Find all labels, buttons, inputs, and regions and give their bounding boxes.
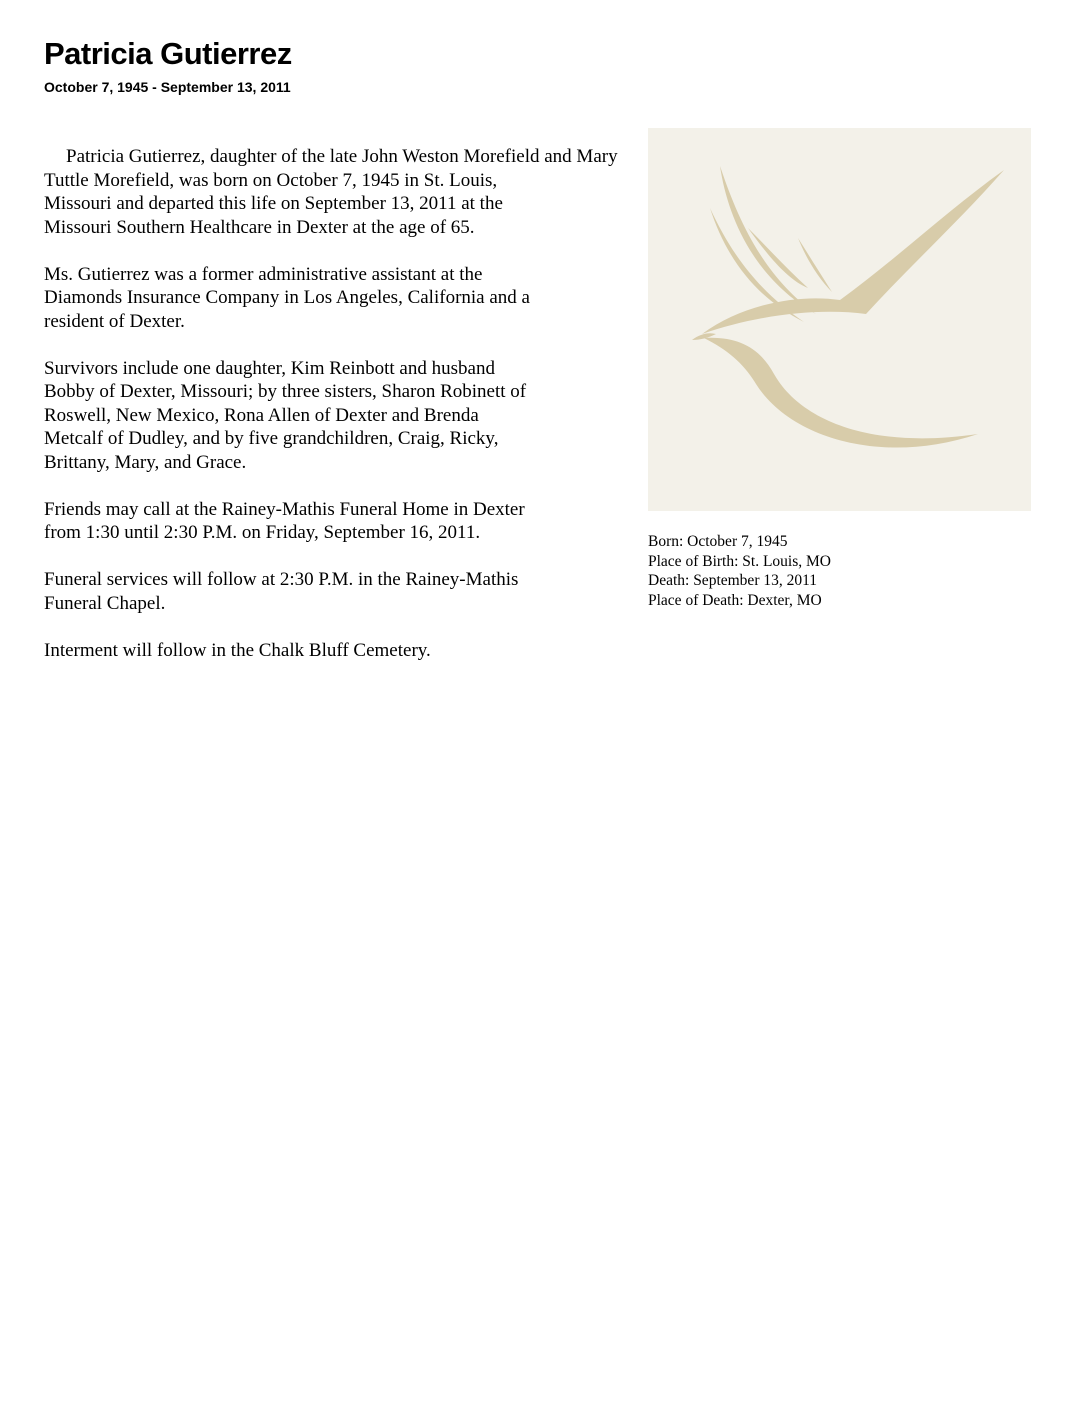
text-line: Brittany, Mary, and Grace. [44, 451, 247, 473]
deceased-name: Patricia Gutierrez [44, 36, 292, 71]
born-fact: Born: October 7, 1945 [648, 533, 788, 550]
life-dates: October 7, 1945 - September 13, 2011 [44, 79, 291, 95]
text-line: Funeral services will follow at 2:30 P.M. in the Rainey-Mathis [44, 569, 519, 590]
place-of-death-fact: Place of Death: Dexter, MO [648, 591, 822, 609]
text-line: Interment will follow in the Chalk Bluff Cemetery. [44, 639, 431, 661]
obituary-paragraph [44, 263, 604, 334]
text-line: resident of Dexter. [44, 310, 185, 332]
text-line: Survivors include one daughter, Kim Reinbott and husband [44, 357, 495, 379]
obituary-paragraph [44, 145, 694, 239]
vital-facts [648, 532, 831, 610]
place-of-birth-fact: Place of Birth: St. Louis, MO [648, 552, 831, 570]
text-line: Bobby of Dexter, Missouri; by three sisters, Sharon Robinett of [44, 381, 527, 402]
text-line: Missouri and departed this life on September 13, 2011 at the [44, 193, 503, 214]
text-line: Patricia Gutierrez, daughter of the late John Weston Morefield and Mary [66, 146, 618, 167]
obituary-paragraph [44, 639, 604, 663]
obituary-paragraph [44, 498, 604, 545]
text-line: Friends may call at the Rainey-Mathis Funeral Home in Dexter [44, 498, 525, 520]
text-line: Funeral Chapel. [44, 592, 166, 614]
dove-icon [648, 128, 1031, 511]
death-fact: Death: September 13, 2011 [648, 572, 818, 589]
obituary-paragraph [44, 568, 604, 615]
text-line: Diamonds Insurance Company in Los Angeles, California and a [44, 287, 530, 308]
text-line: Metcalf of Dudley, and by five grandchildren, Craig, Ricky, [44, 428, 499, 449]
obituary-paragraph [44, 357, 604, 475]
text-line: Roswell, New Mexico, Rona Allen of Dexter and Brenda [44, 404, 479, 426]
obituary-text [44, 145, 694, 686]
text-line: from 1:30 until 2:30 P.M. on Friday, September 16, 2011. [44, 522, 481, 543]
text-line: Ms. Gutierrez was a former administrative assistant at the [44, 263, 483, 285]
text-line: Tuttle Morefield, was born on October 7, 1945 in St. Louis, [44, 169, 498, 191]
memorial-image [648, 128, 1031, 511]
text-line: Missouri Southern Healthcare in Dexter at the age of 65. [44, 216, 475, 238]
